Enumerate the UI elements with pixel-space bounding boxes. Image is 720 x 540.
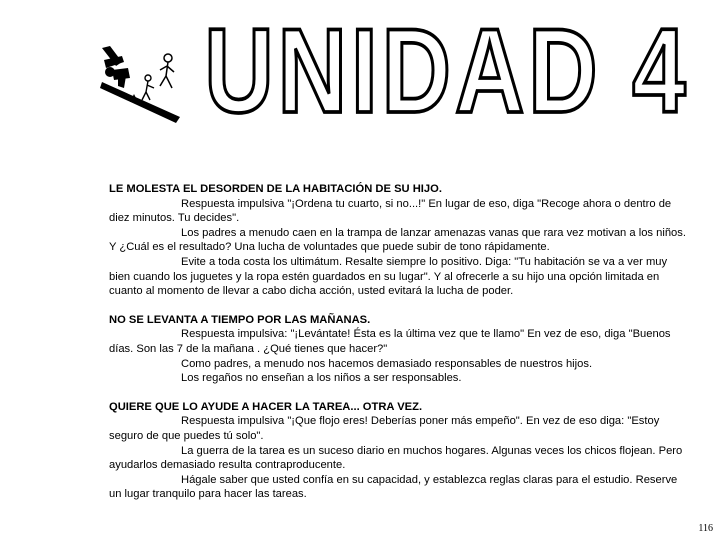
paragraph: La guerra de la tarea es un suceso diario en muchos hogares. Algunas veces los chicos flojean. Pero ayudarlos demasiado resulta contraproducente. — [109, 444, 683, 472]
page-title-text: UNIDAD 4 — [204, 4, 690, 139]
section-wake-up — [109, 313, 689, 386]
document-body — [109, 182, 689, 502]
paragraph: Hágale saber que usted confía en su capacidad, y establezca reglas claras para el estudio. Reserve un lugar tranquilo para hacer las tareas. — [109, 473, 678, 501]
section-heading: NO SE LEVANTA A TIEMPO POR LAS MAÑANAS. — [109, 313, 371, 326]
paragraph: Respuesta impulsiva "¡Que flojo eres! Deberías poner más empeño". En vez de eso diga: "Estoy seguro de que puedes tú solo". — [109, 415, 660, 442]
paragraph: Respuesta impulsiva: "¡Levántate! Ésta es la última vez que te llamo" En vez de eso, diga "Buenos días. Son las 7 de la mañana . ¿Qué tienes que hacer?" — [109, 328, 671, 355]
section-heading: QUIERE QUE LO AYUDE A HACER LA TAREA... OTRA VEZ. — [109, 400, 423, 413]
page-number: 116 — [698, 523, 713, 534]
paragraph: Los padres a menudo caen en la trampa de lanzar amenazas vanas que rara vez motivan a los niños. Y ¿Cuál es el resultado? Una lucha de voluntades que puede subir de tono rápidamente. — [109, 226, 686, 254]
paragraph: Evite a toda costa los ultimátum. Resalte siempre lo positivo. Diga: "Tu habitación se va a ver muy bien cuando los juguetes y la ropa estén guardados en su lugar". Y al ofrecerle a su hijo una opción limitada en cuanto al momento de llevar a cabo dicha acción, usted evitará la lucha de poder. — [109, 255, 668, 298]
paragraph: Los regaños no enseñan a los niños a ser responsables. — [181, 372, 462, 385]
section-homework — [109, 400, 689, 502]
section-heading: LE MOLESTA EL DESORDEN DE LA HABITACIÓN DE SU HIJO. — [109, 183, 442, 195]
paragraph: Como padres, a menudo nos hacemos demasiado responsables de nuestros hijos. — [181, 357, 593, 370]
paragraph: Respuesta impulsiva "¡Ordena tu cuarto, si no...!" En lugar de eso, diga "Recoge ahora o dentro de diez minutos. Tu decides". — [109, 197, 672, 225]
section-messy-room — [109, 182, 689, 299]
parent-child-seesaw-clipart-icon — [100, 42, 188, 124]
page-title — [204, 4, 690, 139]
